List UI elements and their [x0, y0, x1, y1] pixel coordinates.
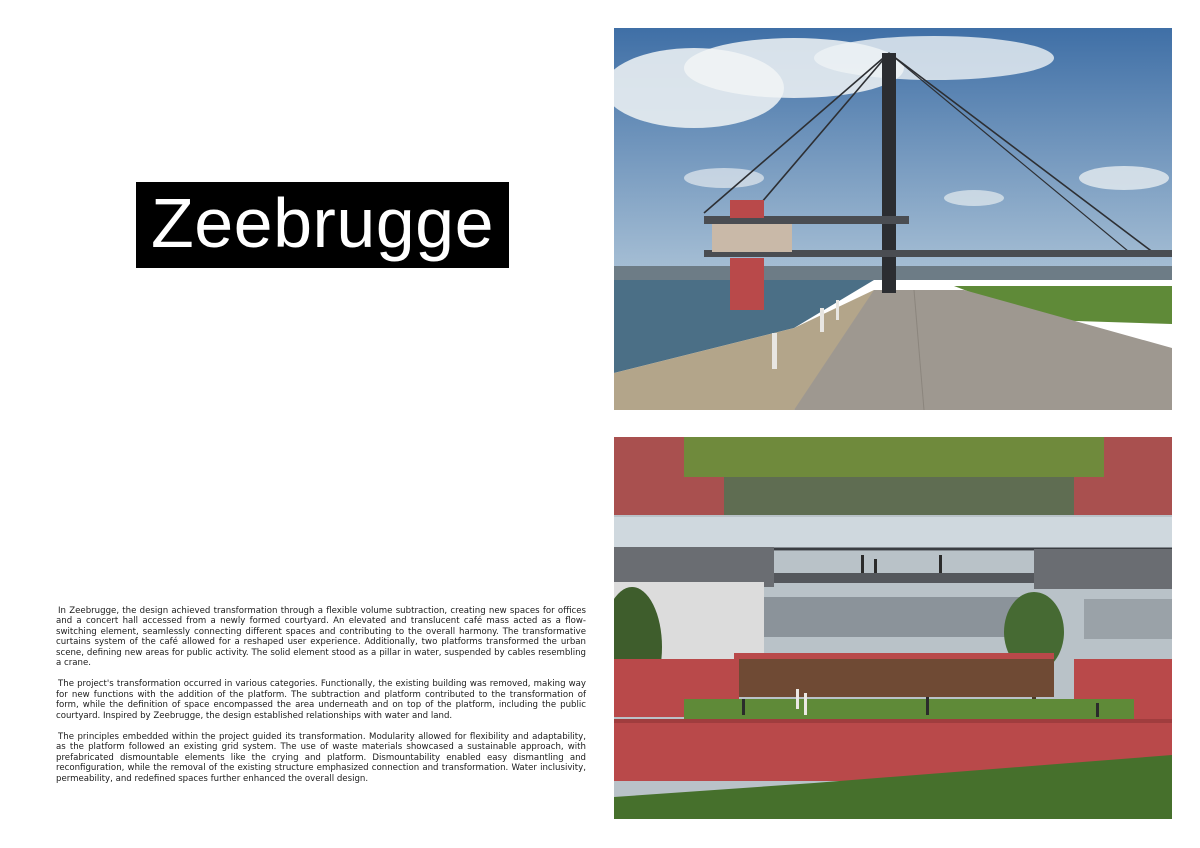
title-box: [136, 182, 509, 268]
description-text: [56, 606, 586, 795]
paragraph-3: The principles embedded within the project guided its transformation. Modularity allowed for flexibility and adaptability, as the platform followed an existing grid system. The use of waste materials showcased a sustainable approach, with prefabricated dismountable elements like the crying and platform. Dismountability enabled easy dismantling and reconfiguration, while the removal of the existing structure emphasized connection and transformation. Water inclusivity, permeability, and redefined spaces further enhanced the overall design.: [56, 732, 586, 784]
courtyard-render-image: [614, 437, 1172, 819]
harbour-platform-image: [614, 28, 1172, 410]
harbour-platform-photo: [614, 28, 1172, 410]
courtyard-render-photo: [614, 437, 1172, 819]
page-title: Zeebrugge: [150, 184, 495, 262]
paragraph-2: The project's transformation occurred in various categories. Functionally, the existing building was removed, making way for new functions with the addition of the platform. The subtraction and platform contributed to the transformation of form, while the definition of space encompassed the area underneath and on top of the platform, including the public courtyard. Inspired by Zeebrugge, the design established relationships with water and land.: [56, 679, 586, 721]
paragraph-1: In Zeebrugge, the design achieved transformation through a flexible volume subtraction, creating new spaces for offices and a concert hall accessed from a newly formed courtyard. An elevated and translucent café mass acted as a flow-switching element, seamlessly connecting different spaces and contributing to the overall harmony. The transformative curtains system of the café allowed for a reshaped user experience. Additionally, two platforms transformed the urban scene, defining new areas for public activity. The solid element stood as a pillar in water, suspended by cables resembling a crane.: [56, 606, 586, 669]
